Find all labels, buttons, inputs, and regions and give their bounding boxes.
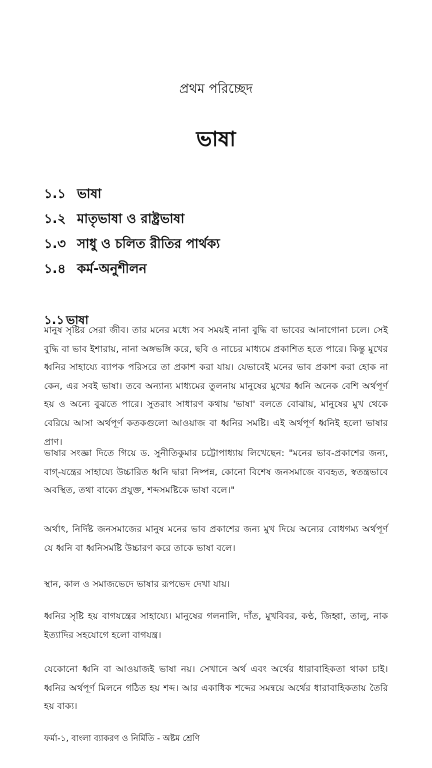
body-paragraph: যেকোনো ধ্বনি বা আওয়াজই ভাষা নয়। সেখানে অর্থ এবং অর্থের ধারাবাহিকতা থাকা চাই। ধ্বনির অর্থপূর্ণ মিলনে গঠিত হয় শব্দ। আর একাধিক শব্দের সমন্বয়ে অর্থের ধারাবাহিকতায় তৈরি হয় বাক্য। <box>44 664 388 713</box>
toc-item-number: ১.৪ <box>44 262 66 277</box>
toc-item <box>44 207 220 232</box>
section-number: ১.১ <box>44 313 65 327</box>
toc-item-label: কর্ম-অনুশীলন <box>77 262 147 277</box>
toc-item-number: ১.১ <box>44 187 66 202</box>
toc-item-number: ১.২ <box>44 212 66 227</box>
section-title: ভাষা <box>66 313 89 327</box>
body-paragraph: ভাষার সংজ্ঞা দিতে গিয়ে ড. সুনীতিকুমার চট্টোপাধ্যায় লিখেছেন: "মনের ভাব-প্রকাশের জন্য, বাগ্-যন্ত্রের সাহায্যে উচ্চারিত ধ্বনি দ্বারা নিষ্পন্ন, কোনো বিশেষ জনসমাজে ব্যবহৃত, স্বতন্ত্রভাবে অবস্থিত, তথা বাক্যে প্রযুক্ত, শব্দসমষ্টিকে ভাষা বলে।" <box>44 448 388 497</box>
toc-item-label: মাতৃভাষা ও রাষ্ট্রভাষা <box>77 212 185 227</box>
page-footer: ফর্মা-১, বাংলা ব্যাকরণ ও নির্মিতি - অষ্টম শ্রেণি <box>44 734 200 744</box>
toc-item-label: ভাষা <box>77 187 102 202</box>
body-paragraph: ধ্বনির সৃষ্টি হয় বাগযন্ত্রের সাহায্যে। মানুষের গলনালি, দাঁত, মুখবিবর, কণ্ঠ, জিহ্বা, তালু, নাক ইত্যাদির সহযোগে হলো বাগযন্ত্র। <box>44 611 388 641</box>
chapter-label: প্রথম পরিচ্ছেদ <box>179 82 253 97</box>
toc-item-label: সাধু ও চলিত রীতির পার্থক্য <box>77 237 220 252</box>
chapter-contents <box>44 182 220 282</box>
toc-item <box>44 232 220 257</box>
body-paragraph: মানুষ সৃষ্টির সেরা জীব। তার মনের মধ্যে সব সময়ই নানা বুদ্ধি বা ভাবের আনাগোনা চলে। সেই বুদ্ধি বা ভাব ইশারায়, নানা অঙ্গভঙ্গি করে, ছবি ও নাচের মাধ্যমে প্রকাশিত হতে পারে। কিন্তু মুখের ধ্বনির সাহায্যে ব্যাপক পরিসরে তা প্রকাশ করা যায়। যেভাবেই মনের ভাব প্রকাশ করা হোক না কেন, এর সবই ভাষা। তবে অন্যান্য মাধ্যমের তুলনায় মানুষের মুখের ধ্বনি অনেক বেশি অর্থপূর্ণ হয় ও অন্যে বুঝতে পারে। সুতরাং সাধারণ কথায় 'ভাষা' বলতে বোঝায়, মানুষের মুখ থেকে বেরিয়ে আসা অর্থপূর্ণ কতকগুলো আওয়াজ বা ধ্বনির সমষ্টি। এই অর্থপূর্ণ ধ্বনিই হলো ভাষার প্রাণ। <box>44 325 388 448</box>
toc-item <box>44 257 220 282</box>
body-paragraph: স্থান, কাল ও সমাজভেদে ভাষার রূপভেদ দেখা যায়। <box>44 579 230 590</box>
toc-item <box>44 182 220 207</box>
chapter-title: ভাষা <box>196 127 236 151</box>
body-paragraph: অর্থাৎ, নির্দিষ্ট জনসমাজের মানুষ মনের ভাব প্রকাশের জন্য মুখ দিয়ে অন্যের বোধগম্য অর্থপূর্ণ যে ধ্বনি বা ধ্বনিসমষ্টি উচ্চারণ করে তাকে ভাষা বলে। <box>44 524 388 554</box>
toc-item-number: ১.৩ <box>44 237 66 252</box>
